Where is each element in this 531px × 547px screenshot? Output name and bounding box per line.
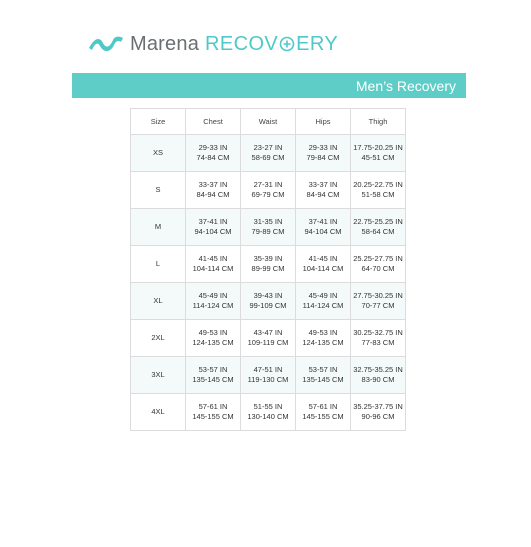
- thigh-inches: 35.25-37.75 IN: [353, 402, 403, 411]
- waist-cell: [241, 320, 296, 357]
- thigh-centimeters: 90-96 CM: [361, 412, 395, 421]
- chest-centimeters: 84-94 CM: [196, 190, 230, 199]
- table-row: [131, 394, 406, 431]
- waist-inches: 39-43 IN: [253, 291, 283, 300]
- thigh-inches: 25.25-27.75 IN: [353, 254, 403, 263]
- hips-centimeters: 135-145 CM: [302, 375, 344, 384]
- chest-centimeters: 124-135 CM: [192, 338, 234, 347]
- thigh-cell: [351, 394, 406, 431]
- hips-cell: [296, 357, 351, 394]
- hips-centimeters: 114-124 CM: [302, 301, 344, 310]
- thigh-centimeters: 58-64 CM: [361, 227, 395, 236]
- waist-inches: 35-39 IN: [253, 254, 283, 263]
- hips-cell: [296, 246, 351, 283]
- waist-centimeters: 58-69 CM: [251, 153, 285, 162]
- waist-inches: 51-55 IN: [253, 402, 283, 411]
- thigh-inches: 27.75-30.25 IN: [353, 291, 403, 300]
- waist-cell: [241, 357, 296, 394]
- thigh-cell: [351, 172, 406, 209]
- hips-cell: [296, 135, 351, 172]
- thigh-cell: [351, 357, 406, 394]
- waist-cell: [241, 283, 296, 320]
- brand-sub: [205, 33, 338, 56]
- thigh-inches: 30.25-32.75 IN: [353, 328, 403, 337]
- size-cell: 3XL: [131, 357, 186, 394]
- header-thigh: Thigh: [351, 109, 406, 135]
- hips-cell: [296, 172, 351, 209]
- chest-inches: 53-57 IN: [198, 365, 228, 374]
- waist-centimeters: 89-99 CM: [251, 264, 285, 273]
- waist-inches: 31-35 IN: [253, 217, 283, 226]
- brand-sub-start: RECOV: [205, 32, 279, 55]
- size-cell: 4XL: [131, 394, 186, 431]
- waist-cell: [241, 246, 296, 283]
- chest-cell: [186, 209, 241, 246]
- thigh-inches: 32.75-35.25 IN: [353, 365, 403, 374]
- thigh-centimeters: 83-90 CM: [361, 375, 395, 384]
- waist-cell: [241, 394, 296, 431]
- waist-inches: 43-47 IN: [253, 328, 283, 337]
- chest-cell: [186, 357, 241, 394]
- waist-centimeters: 99-109 CM: [249, 301, 287, 310]
- thigh-cell: [351, 320, 406, 357]
- hips-inches: 37-41 IN: [308, 217, 338, 226]
- chest-centimeters: 94-104 CM: [194, 227, 232, 236]
- thigh-centimeters: 77-83 CM: [361, 338, 395, 347]
- table-row: [131, 357, 406, 394]
- size-cell: 2XL: [131, 320, 186, 357]
- chest-cell: [186, 283, 241, 320]
- chest-inches: 29-33 IN: [198, 143, 228, 152]
- waist-inches: 23-27 IN: [253, 143, 283, 152]
- hips-centimeters: 145-155 CM: [302, 412, 344, 421]
- table-row: [131, 246, 406, 283]
- thigh-centimeters: 51-58 CM: [361, 190, 395, 199]
- chest-inches: 57-61 IN: [198, 402, 228, 411]
- size-cell: M: [131, 209, 186, 246]
- header-waist: Waist: [241, 109, 296, 135]
- table-row: [131, 172, 406, 209]
- thigh-centimeters: 64-70 CM: [361, 264, 395, 273]
- thigh-cell: [351, 283, 406, 320]
- hips-cell: [296, 209, 351, 246]
- waist-cell: [241, 135, 296, 172]
- waist-centimeters: 119-130 CM: [247, 375, 289, 384]
- hips-inches: 29-33 IN: [308, 143, 338, 152]
- size-cell: XL: [131, 283, 186, 320]
- chest-centimeters: 74-84 CM: [196, 153, 230, 162]
- hips-inches: 33-37 IN: [308, 180, 338, 189]
- chest-inches: 45-49 IN: [198, 291, 228, 300]
- chest-cell: [186, 246, 241, 283]
- table-row: [131, 135, 406, 172]
- thigh-cell: [351, 209, 406, 246]
- chest-inches: 49-53 IN: [198, 328, 228, 337]
- hips-centimeters: 124-135 CM: [302, 338, 344, 347]
- size-cell: XS: [131, 135, 186, 172]
- chest-inches: 37-41 IN: [198, 217, 228, 226]
- thigh-inches: 17.75-20.25 IN: [353, 143, 403, 152]
- chest-centimeters: 145-155 CM: [192, 412, 234, 421]
- thigh-inches: 22.75-25.25 IN: [353, 217, 403, 226]
- hips-inches: 57-61 IN: [308, 402, 338, 411]
- waist-cell: [241, 172, 296, 209]
- chest-cell: [186, 172, 241, 209]
- hips-cell: [296, 394, 351, 431]
- size-cell: S: [131, 172, 186, 209]
- header-chest: Chest: [186, 109, 241, 135]
- hips-centimeters: 84-94 CM: [306, 190, 340, 199]
- table-row: [131, 209, 406, 246]
- chest-centimeters: 104-114 CM: [192, 264, 234, 273]
- waist-inches: 27-31 IN: [253, 180, 283, 189]
- table-row: [131, 283, 406, 320]
- chest-cell: [186, 394, 241, 431]
- hips-inches: 49-53 IN: [308, 328, 338, 337]
- hips-centimeters: 94-104 CM: [304, 227, 342, 236]
- waist-centimeters: 130-140 CM: [247, 412, 289, 421]
- waist-inches: 47-51 IN: [253, 365, 283, 374]
- waist-centimeters: 79-89 CM: [251, 227, 285, 236]
- plus-circle-icon: [279, 36, 295, 52]
- hips-inches: 53-57 IN: [308, 365, 338, 374]
- hips-cell: [296, 320, 351, 357]
- brand-sub-end: ERY: [296, 32, 339, 55]
- wave-logo-icon: [88, 33, 124, 55]
- header-hips: Hips: [296, 109, 351, 135]
- thigh-centimeters: 45-51 CM: [361, 153, 395, 162]
- hips-centimeters: 79-84 CM: [306, 153, 340, 162]
- banner-title: Men’s Recovery: [355, 77, 456, 94]
- waist-centimeters: 69-79 CM: [251, 190, 285, 199]
- chest-centimeters: 135-145 CM: [192, 375, 234, 384]
- chest-inches: 41-45 IN: [198, 254, 228, 263]
- table-row: [131, 320, 406, 357]
- table-header-row: [131, 109, 406, 135]
- hips-cell: [296, 283, 351, 320]
- chest-cell: [186, 135, 241, 172]
- thigh-cell: [351, 135, 406, 172]
- size-cell: L: [131, 246, 186, 283]
- chest-centimeters: 114-124 CM: [192, 301, 234, 310]
- thigh-cell: [351, 246, 406, 283]
- hips-centimeters: 104-114 CM: [302, 264, 344, 273]
- waist-cell: [241, 209, 296, 246]
- brand-name: Marena: [130, 32, 200, 55]
- chest-inches: 33-37 IN: [198, 180, 228, 189]
- header-size: Size: [131, 109, 186, 135]
- chest-cell: [186, 320, 241, 357]
- size-chart-table: [130, 108, 406, 431]
- banner: [72, 73, 466, 98]
- thigh-inches: 20.25-22.75 IN: [353, 180, 403, 189]
- waist-centimeters: 109-119 CM: [247, 338, 289, 347]
- brand-logo: [88, 30, 338, 58]
- hips-inches: 41-45 IN: [308, 254, 338, 263]
- thigh-centimeters: 70-77 CM: [361, 301, 395, 310]
- hips-inches: 45-49 IN: [308, 291, 338, 300]
